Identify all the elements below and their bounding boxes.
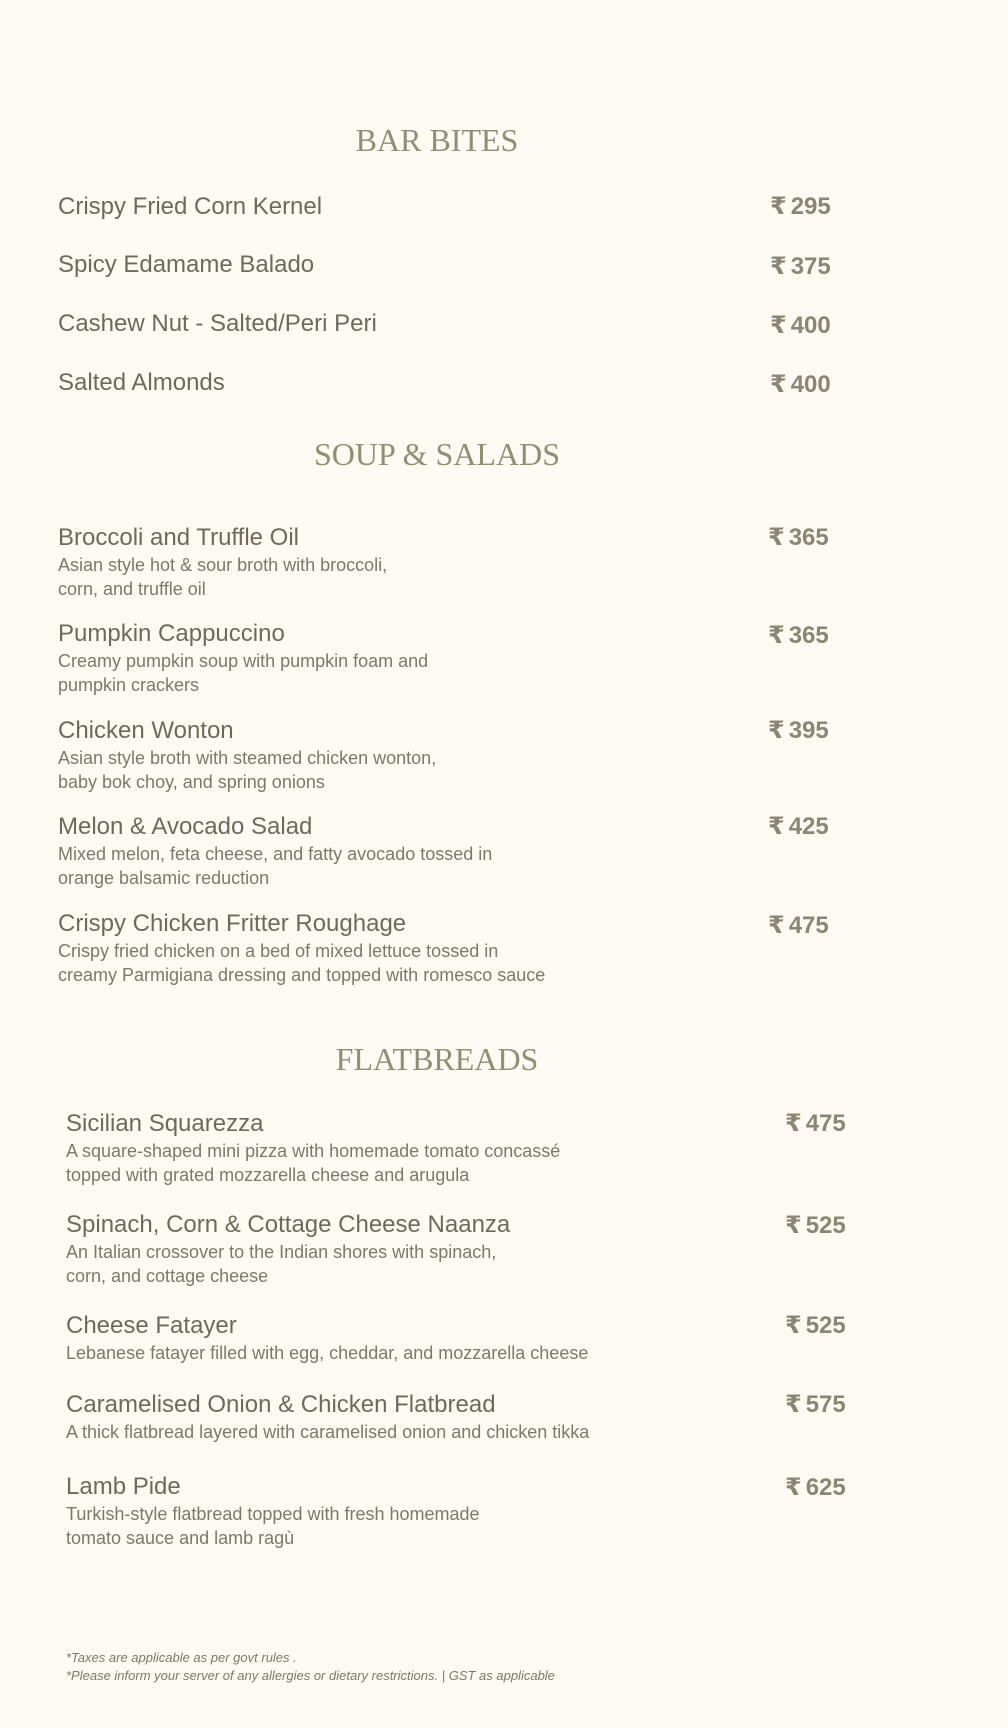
item-price <box>770 370 831 400</box>
item-price <box>785 1311 846 1341</box>
item-name: Chicken Wonton <box>58 717 234 744</box>
section-title-soup-salads: SOUP & SALADS <box>314 436 560 472</box>
footer-tax-note: *Taxes are applicable as per govt rules . <box>66 1650 297 1665</box>
item-description: pumpkin crackers <box>58 675 200 695</box>
item-price <box>768 523 829 553</box>
price-value: 365 <box>788 524 829 551</box>
rupee-icon: ₹ <box>768 524 785 551</box>
item-name: Melon & Avocado Salad <box>58 813 313 840</box>
item-name: Cheese Fatayer <box>66 1312 237 1339</box>
section-title-flatbreads: FLATBREADS <box>335 1041 539 1077</box>
item-price <box>785 1390 846 1420</box>
price-value: 525 <box>805 1312 846 1339</box>
item-price <box>785 1473 846 1503</box>
item-price <box>768 911 829 941</box>
item-description: A thick flatbread layered with caramelised onion and chicken tikka <box>66 1422 590 1442</box>
item-name: Pumpkin Cappuccino <box>58 620 285 647</box>
menu-item <box>66 1311 588 1365</box>
menu-item <box>58 250 314 280</box>
price-value: 575 <box>805 1391 846 1418</box>
rupee-icon: ₹ <box>785 1212 802 1239</box>
item-description: An Italian crossover to the Indian shores with spinach, <box>66 1242 497 1262</box>
item-description: corn, and cottage cheese <box>66 1266 269 1286</box>
menu-item <box>58 368 225 398</box>
menu-item <box>58 192 322 222</box>
item-price <box>768 812 829 842</box>
item-description: Asian style hot & sour broth with broccoli, <box>58 555 388 575</box>
item-description: creamy Parmigiana dressing and topped with romesco sauce <box>58 965 546 985</box>
rupee-icon: ₹ <box>785 1312 802 1339</box>
item-name: Broccoli and Truffle Oil <box>58 524 299 551</box>
footer-allergy-note: *Please inform your server of any allergies or dietary restrictions. | GST as applicable <box>66 1668 555 1683</box>
price-value: 425 <box>788 813 829 840</box>
item-price <box>785 1211 846 1241</box>
menu-item <box>66 1390 589 1444</box>
item-description: A square-shaped mini pizza with homemade tomato concassé <box>66 1141 561 1161</box>
item-name: Salted Almonds <box>58 369 225 396</box>
item-description: Creamy pumpkin soup with pumpkin foam and <box>58 651 429 671</box>
item-description: Lebanese fatayer filled with egg, cheddar, and mozzarella cheese <box>66 1343 589 1363</box>
menu-item <box>66 1472 480 1550</box>
item-name: Lamb Pide <box>66 1473 181 1500</box>
menu-item <box>66 1210 510 1288</box>
price-value: 400 <box>790 312 831 339</box>
menu-item <box>58 716 436 794</box>
item-description: Crispy fried chicken on a bed of mixed lettuce tossed in <box>58 941 499 961</box>
rupee-icon: ₹ <box>770 371 787 398</box>
item-name: Cashew Nut - Salted/Peri Peri <box>58 310 377 337</box>
rupee-icon: ₹ <box>768 813 785 840</box>
price-value: 475 <box>788 912 829 939</box>
rupee-icon: ₹ <box>770 253 787 280</box>
menu-item <box>58 909 545 987</box>
item-price <box>770 311 831 341</box>
rupee-icon: ₹ <box>785 1474 802 1501</box>
rupee-icon: ₹ <box>785 1391 802 1418</box>
rupee-icon: ₹ <box>768 717 785 744</box>
price-value: 400 <box>790 371 831 398</box>
item-description: Turkish-style flatbread topped with fresh homemade <box>66 1504 480 1524</box>
item-description: Asian style broth with steamed chicken wonton, <box>58 748 437 768</box>
item-name: Caramelised Onion & Chicken Flatbread <box>66 1391 496 1418</box>
price-value: 375 <box>790 253 831 280</box>
price-value: 475 <box>805 1110 846 1137</box>
item-description: baby bok choy, and spring onions <box>58 772 325 792</box>
rupee-icon: ₹ <box>770 312 787 339</box>
menu-item <box>58 523 387 601</box>
item-price <box>768 621 829 651</box>
item-description: tomato sauce and lamb ragù <box>66 1528 295 1548</box>
item-price <box>785 1109 846 1139</box>
price-value: 365 <box>788 622 829 649</box>
rupee-icon: ₹ <box>768 622 785 649</box>
price-value: 295 <box>790 193 831 220</box>
item-name: Spinach, Corn & Cottage Cheese Naanza <box>66 1211 511 1238</box>
footer-notes <box>66 1649 555 1685</box>
section-title-bar-bites: BAR BITES <box>355 122 519 158</box>
item-description: Mixed melon, feta cheese, and fatty avocado tossed in <box>58 844 493 864</box>
item-name: Crispy Chicken Fritter Roughage <box>58 910 407 937</box>
menu-item <box>58 619 428 697</box>
menu-item <box>58 309 377 339</box>
item-description: topped with grated mozzarella cheese and arugula <box>66 1165 470 1185</box>
menu-item <box>58 812 492 890</box>
item-name: Sicilian Squarezza <box>66 1110 264 1137</box>
item-description: orange balsamic reduction <box>58 868 270 888</box>
price-value: 525 <box>805 1212 846 1239</box>
item-price <box>770 192 831 222</box>
item-name: Spicy Edamame Balado <box>58 251 315 278</box>
rupee-icon: ₹ <box>770 193 787 220</box>
price-value: 395 <box>788 717 829 744</box>
rupee-icon: ₹ <box>785 1110 802 1137</box>
item-price <box>770 252 831 282</box>
item-description: corn, and truffle oil <box>58 579 206 599</box>
item-name: Crispy Fried Corn Kernel <box>58 193 323 220</box>
menu-item <box>66 1109 560 1187</box>
price-value: 625 <box>805 1474 846 1501</box>
rupee-icon: ₹ <box>768 912 785 939</box>
item-price <box>768 716 829 746</box>
